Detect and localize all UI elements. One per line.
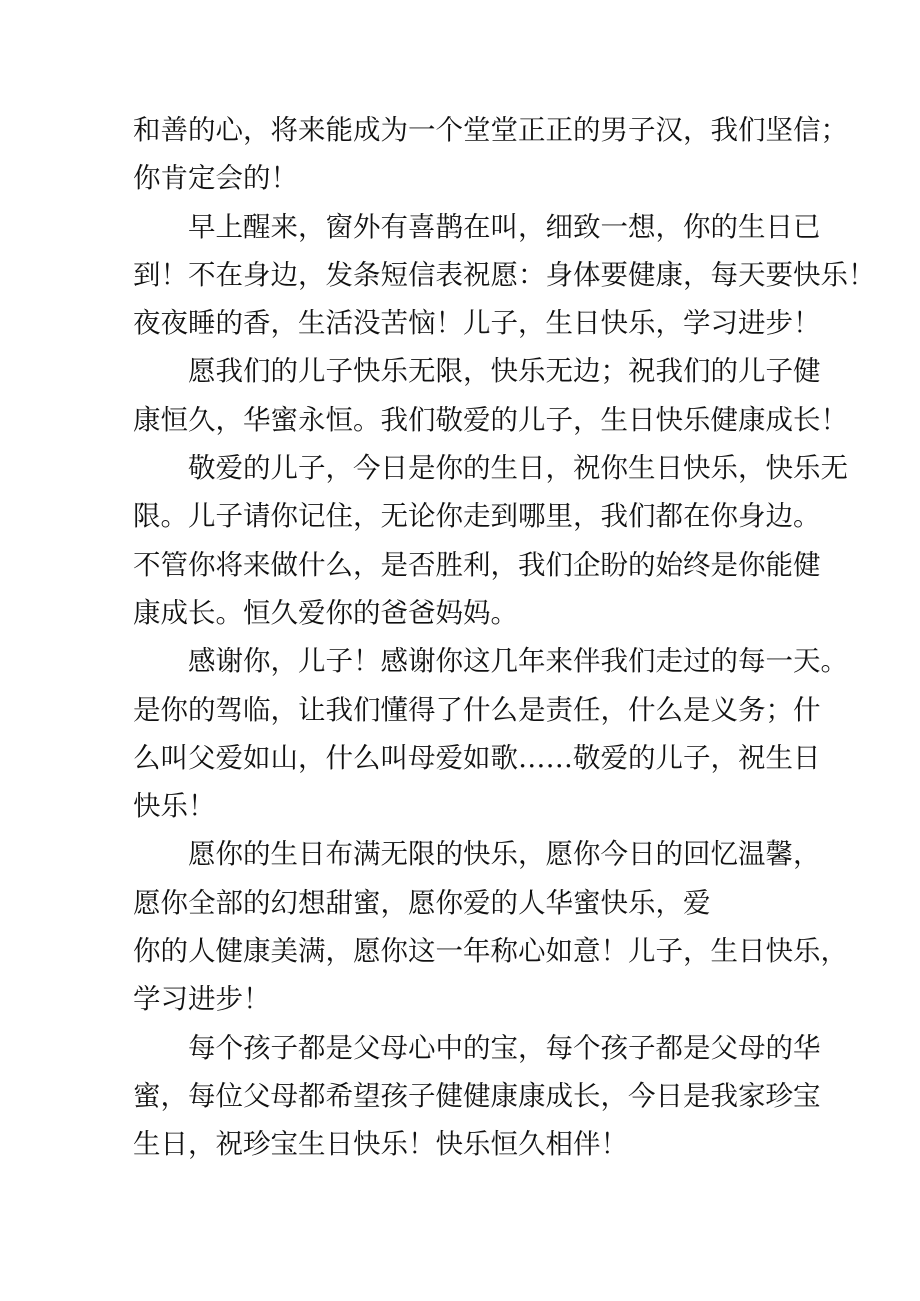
text-line: 康恒久，华蜜永恒。我们敬爱的儿子，生日快乐健康成长！ [133, 403, 848, 436]
text-line: 每个孩子都是父母心中的宝，每个孩子都是父母的华 [188, 1031, 821, 1064]
text-line: 夜夜睡的香，生活没苦恼！儿子，生日快乐，学习进步！ [133, 307, 821, 340]
text-line: 学习进步！ [133, 983, 271, 1016]
paragraph-continuation [133, 106, 848, 203]
text-line: 限。儿子请你记住，无论你走到哪里，我们都在你身边。 [133, 500, 821, 533]
text-line: 愿你的生日布满无限的快乐，愿你今日的回忆温馨， [188, 838, 821, 871]
text-line: 么叫父爱如山，什么叫母爱如歌……敬爱的儿子，祝生日 [133, 741, 821, 774]
text-line: 感谢你，儿子！感谢你这几年来伴我们走过的每一天。 [188, 645, 848, 678]
text-line: 到！不在身边，发条短信表祝愿：身体要健康，每天要快乐！ [133, 258, 876, 291]
text-line: 愿你全部的幻想甜蜜，愿你爱的人华蜜快乐，爱 [133, 886, 711, 919]
text-line: 康成长。恒久爱你的爸爸妈妈。 [133, 596, 518, 629]
paragraph-remember-wish [133, 444, 848, 637]
text-line: 你的人健康美满，愿你这一年称心如意！儿子，生日快乐， [133, 935, 848, 968]
text-line: 蜜，每位父母都希望孩子健健康康成长，今日是我家珍宝 [133, 1079, 821, 1112]
paragraph-birthday-wish [133, 830, 848, 1023]
text-line: 不管你将来做什么，是否胜利，我们企盼的始终是你能健 [133, 548, 821, 581]
paragraph-treasure-wish [133, 1024, 823, 1169]
text-line: 是你的驾临，让我们懂得了什么是责任，什么是义务；什 [133, 693, 821, 726]
text-line: 敬爱的儿子，今日是你的生日，祝你生日快乐，快乐无 [188, 452, 848, 485]
text-line: 愿我们的儿子快乐无限，快乐无边；祝我们的儿子健 [188, 355, 821, 388]
text-line: 生日，祝珍宝生日快乐！快乐恒久相伴！ [133, 1128, 628, 1161]
text-line: 早上醒来，窗外有喜鹊在叫，细致一想，你的生日已 [188, 210, 821, 243]
paragraph-happiness-wish [133, 347, 848, 444]
text-line: 快乐！ [133, 790, 216, 823]
document-body [133, 106, 876, 1169]
paragraph-morning-wish [133, 203, 876, 348]
paragraph-thanks-wish [133, 637, 848, 830]
text-line: 你肯定会的！ [133, 162, 298, 195]
text-line: 和善的心，将来能成为一个堂堂正正的男子汉，我们坚信； [133, 114, 848, 146]
